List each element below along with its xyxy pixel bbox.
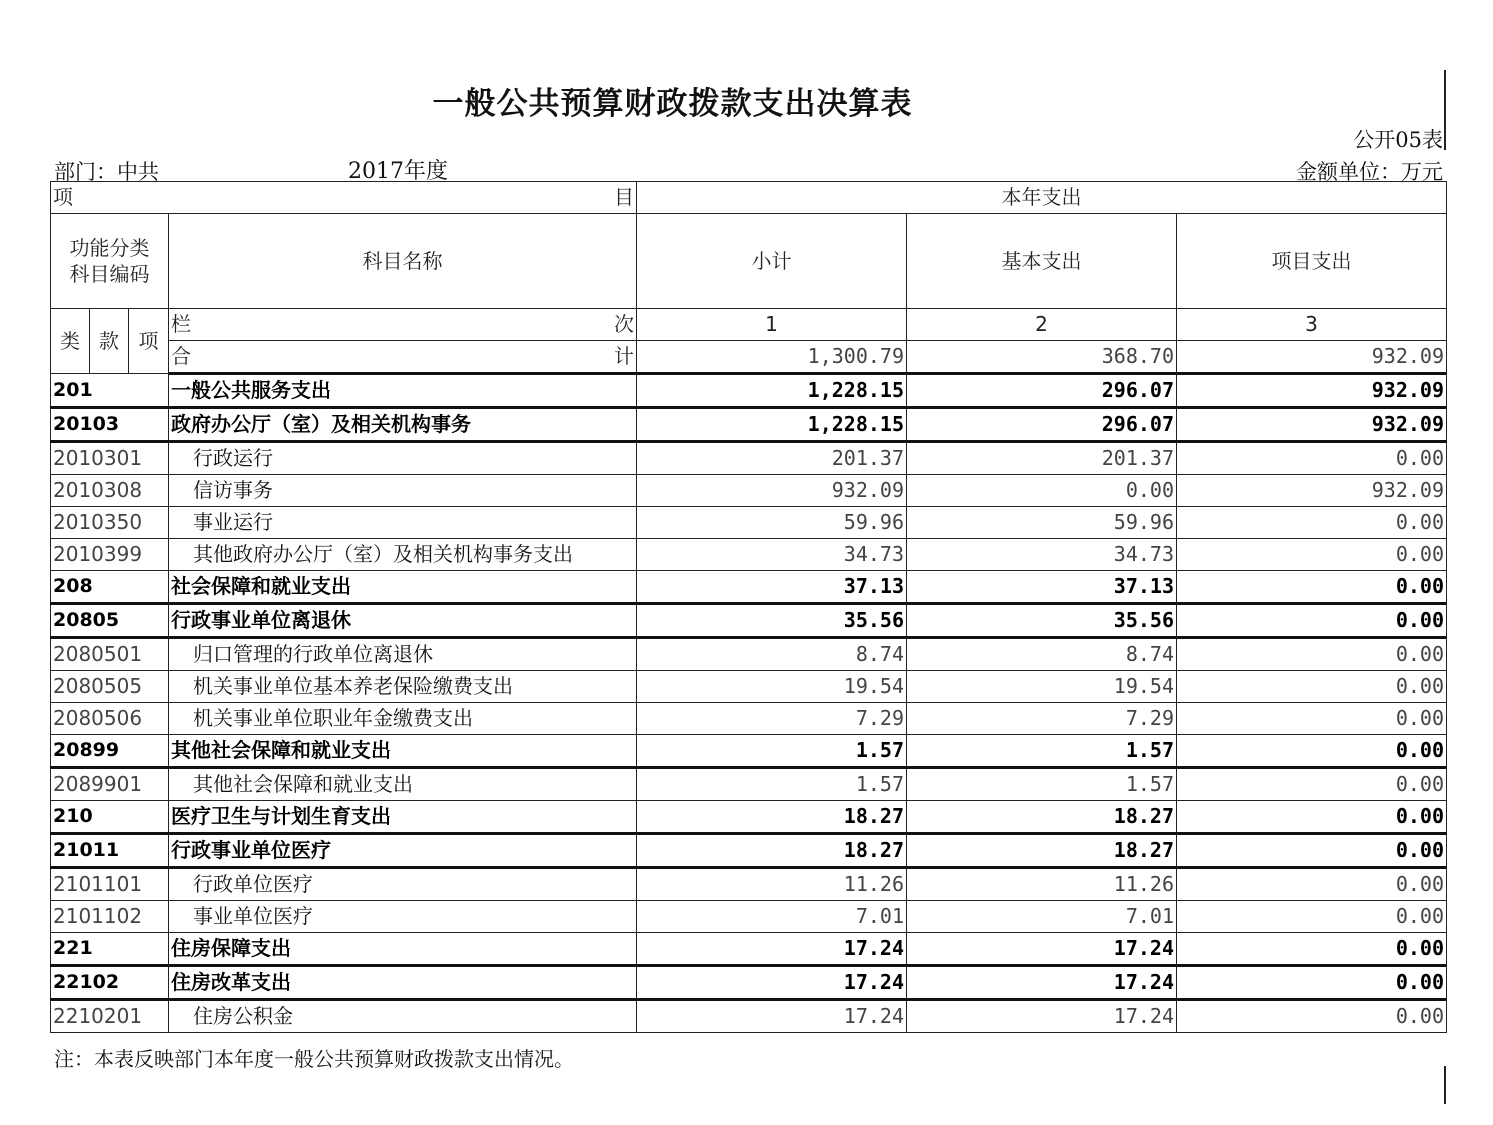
row-code: 221 [51, 933, 169, 966]
row-subtotal: 11.26 [637, 868, 907, 901]
row-subject-name: 机关事业单位基本养老保险缴费支出 [169, 671, 637, 703]
table-row [51, 442, 1447, 475]
row-project: 0.00 [1177, 703, 1447, 735]
row-basic: 7.29 [907, 703, 1177, 735]
row-basic: 8.74 [907, 638, 1177, 671]
page-edge-line-bottom [1444, 1066, 1446, 1104]
row-project: 0.00 [1177, 638, 1447, 671]
row-subtotal: 932.09 [637, 475, 907, 507]
row-subtotal: 34.73 [637, 539, 907, 571]
table-row [51, 374, 1447, 408]
table-row [51, 539, 1447, 571]
row-basic: 1.57 [907, 768, 1177, 801]
row-code: 2080505 [51, 671, 169, 703]
item-left-label: 项 [53, 185, 73, 209]
current-year-header: 本年支出 [637, 182, 1447, 214]
subject-name-header: 科目名称 [169, 214, 637, 309]
table-row [51, 571, 1447, 604]
row-basic: 19.54 [907, 671, 1177, 703]
total-label-cell [169, 341, 637, 374]
row-code: 2089901 [51, 768, 169, 801]
row-project: 0.00 [1177, 442, 1447, 475]
row-subject-name: 住房保障支出 [169, 933, 637, 966]
lei-header: 类 [51, 309, 90, 374]
row-subject-name: 信访事务 [169, 475, 637, 507]
lan-cell [169, 309, 637, 341]
row-subject-name: 机关事业单位职业年金缴费支出 [169, 703, 637, 735]
row-subtotal: 17.24 [637, 966, 907, 1000]
row-project: 0.00 [1177, 901, 1447, 933]
row-subject-name: 行政事业单位离退休 [169, 604, 637, 638]
col-index-2: 2 [907, 309, 1177, 341]
page-edge-line-top [1444, 70, 1446, 150]
row-subtotal: 8.74 [637, 638, 907, 671]
row-project: 0.00 [1177, 735, 1447, 768]
total-project: 932.09 [1177, 341, 1447, 374]
row-basic: 17.24 [907, 1000, 1177, 1033]
xiang-header: 项 [129, 309, 169, 374]
row-project: 0.00 [1177, 768, 1447, 801]
row-code: 2010399 [51, 539, 169, 571]
row-project: 932.09 [1177, 374, 1447, 408]
row-basic: 17.24 [907, 966, 1177, 1000]
fiscal-year: 2017年度 [348, 159, 448, 184]
row-basic: 18.27 [907, 801, 1177, 834]
row-code: 2010350 [51, 507, 169, 539]
lan-right-label: 次 [614, 312, 634, 336]
budget-table [50, 181, 1447, 1033]
form-id: 公开05表 [1353, 128, 1443, 152]
row-subject-name: 行政事业单位医疗 [169, 834, 637, 868]
row-code: 20899 [51, 735, 169, 768]
row-subject-name: 归口管理的行政单位离退休 [169, 638, 637, 671]
total-right-label: 计 [614, 344, 634, 368]
row-basic: 296.07 [907, 408, 1177, 442]
table-row [51, 604, 1447, 638]
row-basic: 59.96 [907, 507, 1177, 539]
row-subject-name: 一般公共服务支出 [169, 374, 637, 408]
row-code: 21011 [51, 834, 169, 868]
total-row [51, 341, 1447, 374]
total-left-label: 合 [171, 344, 191, 368]
row-basic: 201.37 [907, 442, 1177, 475]
table-row [51, 671, 1447, 703]
row-subject-name: 社会保障和就业支出 [169, 571, 637, 604]
row-code: 2080501 [51, 638, 169, 671]
lan-left-label: 栏 [171, 312, 191, 336]
row-subject-name: 住房公积金 [169, 1000, 637, 1033]
row-subtotal: 35.56 [637, 604, 907, 638]
row-project: 0.00 [1177, 933, 1447, 966]
table-row [51, 1000, 1447, 1033]
row-subtotal: 1,228.15 [637, 374, 907, 408]
row-code: 2101101 [51, 868, 169, 901]
table-row [51, 703, 1447, 735]
table-row [51, 507, 1447, 539]
amount-unit: 金额单位：万元 [1296, 160, 1443, 184]
header-row-3 [51, 309, 1447, 341]
row-basic: 37.13 [907, 571, 1177, 604]
row-project: 0.00 [1177, 834, 1447, 868]
page-title: 一般公共预算财政拨款支出决算表 [432, 86, 913, 122]
table-row [51, 966, 1447, 1000]
row-code: 201 [51, 374, 169, 408]
total-basic: 368.70 [907, 341, 1177, 374]
row-subtotal: 1.57 [637, 735, 907, 768]
row-code: 208 [51, 571, 169, 604]
row-subject-name: 事业单位医疗 [169, 901, 637, 933]
row-code: 210 [51, 801, 169, 834]
row-subject-name: 医疗卫生与计划生育支出 [169, 801, 637, 834]
row-project: 0.00 [1177, 507, 1447, 539]
row-subject-name: 其他社会保障和就业支出 [169, 768, 637, 801]
row-subtotal: 17.24 [637, 933, 907, 966]
col-index-3: 3 [1177, 309, 1447, 341]
row-basic: 34.73 [907, 539, 1177, 571]
row-code: 2101102 [51, 901, 169, 933]
row-basic: 35.56 [907, 604, 1177, 638]
row-subtotal: 1.57 [637, 768, 907, 801]
func-code-line1: 功能分类 [69, 236, 150, 260]
department-label: 部门：中共 [54, 160, 159, 184]
table-row [51, 638, 1447, 671]
row-subtotal: 7.01 [637, 901, 907, 933]
row-subject-name: 其他政府办公厅（室）及相关机构事务支出 [169, 539, 637, 571]
row-project: 0.00 [1177, 671, 1447, 703]
table-row [51, 735, 1447, 768]
row-subtotal: 18.27 [637, 834, 907, 868]
footnote: 注：本表反映部门本年度一般公共预算财政拨款支出情况。 [54, 1047, 574, 1071]
total-subtotal: 1,300.79 [637, 341, 907, 374]
row-subject-name: 行政运行 [169, 442, 637, 475]
row-subtotal: 7.29 [637, 703, 907, 735]
header-row-1 [51, 182, 1447, 214]
row-subject-name: 其他社会保障和就业支出 [169, 735, 637, 768]
row-project: 932.09 [1177, 408, 1447, 442]
row-code: 20103 [51, 408, 169, 442]
row-project: 0.00 [1177, 868, 1447, 901]
row-project: 0.00 [1177, 966, 1447, 1000]
row-subtotal: 18.27 [637, 801, 907, 834]
item-right-label: 目 [614, 185, 634, 209]
row-basic: 17.24 [907, 933, 1177, 966]
row-code: 20805 [51, 604, 169, 638]
row-code: 22102 [51, 966, 169, 1000]
project-header: 项目支出 [1177, 214, 1447, 309]
table-row [51, 768, 1447, 801]
row-code: 2010308 [51, 475, 169, 507]
func-code-line2: 科目编码 [69, 262, 150, 286]
row-subtotal: 19.54 [637, 671, 907, 703]
row-basic: 296.07 [907, 374, 1177, 408]
table-row [51, 868, 1447, 901]
row-code: 2010301 [51, 442, 169, 475]
row-project: 0.00 [1177, 801, 1447, 834]
row-subtotal: 1,228.15 [637, 408, 907, 442]
table-row [51, 408, 1447, 442]
table-row [51, 475, 1447, 507]
col-index-1: 1 [637, 309, 907, 341]
basic-header: 基本支出 [907, 214, 1177, 309]
table-row [51, 834, 1447, 868]
row-basic: 18.27 [907, 834, 1177, 868]
row-project: 0.00 [1177, 1000, 1447, 1033]
subtotal-header: 小计 [637, 214, 907, 309]
row-subject-name: 政府办公厅（室）及相关机构事务 [169, 408, 637, 442]
row-code: 2080506 [51, 703, 169, 735]
row-subtotal: 17.24 [637, 1000, 907, 1033]
row-subtotal: 37.13 [637, 571, 907, 604]
row-basic: 1.57 [907, 735, 1177, 768]
row-basic: 0.00 [907, 475, 1177, 507]
func-code-header [51, 214, 169, 309]
row-subject-name: 事业运行 [169, 507, 637, 539]
row-subtotal: 201.37 [637, 442, 907, 475]
row-basic: 11.26 [907, 868, 1177, 901]
row-basic: 7.01 [907, 901, 1177, 933]
table-row [51, 933, 1447, 966]
row-code: 2210201 [51, 1000, 169, 1033]
table-row [51, 901, 1447, 933]
row-project: 0.00 [1177, 571, 1447, 604]
row-project: 932.09 [1177, 475, 1447, 507]
row-project: 0.00 [1177, 539, 1447, 571]
kuan-header: 款 [90, 309, 129, 374]
row-subject-name: 行政单位医疗 [169, 868, 637, 901]
table-row [51, 801, 1447, 834]
row-subtotal: 59.96 [637, 507, 907, 539]
item-header-cell [51, 182, 637, 214]
header-row-2 [51, 214, 1447, 309]
row-subject-name: 住房改革支出 [169, 966, 637, 1000]
row-project: 0.00 [1177, 604, 1447, 638]
